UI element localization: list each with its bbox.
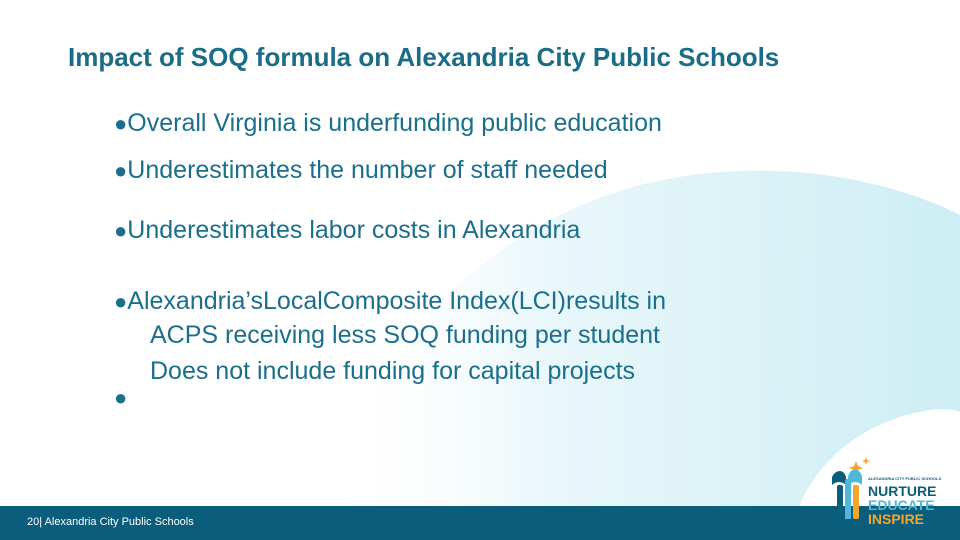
bullet-item: ●Underestimates the number of staff needed [114,156,608,184]
bullet-dot-icon: ● [114,218,128,243]
logo-word-nurture: NURTURE [868,483,937,499]
page-number: 20 [27,516,40,528]
bullet-continuation: ACPS receiving less SOQ funding per student [150,321,660,349]
footer-org-name: Alexandria City Public Schools [44,516,194,528]
footer-text: 20| Alexandria City Public Schools [27,516,194,528]
bullet-dot-icon: ● [114,158,128,183]
bullet-item: ●Alexandria’sLocalComposite Index(LCI)results in [114,287,666,315]
logo-word-inspire: INSPIRE [868,511,925,527]
bullet-dot-icon: ● [114,385,128,410]
logo-caption: ALEXANDRIA CITY PUBLIC SCHOOLS [868,476,942,481]
footer-bar [0,506,960,540]
slide-title: Impact of SOQ formula on Alexandria City Public Schools [68,42,780,72]
logo-word-educate: EDUCATE [868,497,935,513]
bullet-continuation: Does not include funding for capital projects [150,357,636,385]
bullet-dot-icon: ● [114,111,128,136]
bullet-dot-icon: ● [114,289,128,314]
bullet-item-empty [114,382,127,413]
bullet-item: ●Underestimates labor costs in Alexandria [114,216,581,244]
bullet-item: ●Overall Virginia is underfunding public education [114,109,662,137]
